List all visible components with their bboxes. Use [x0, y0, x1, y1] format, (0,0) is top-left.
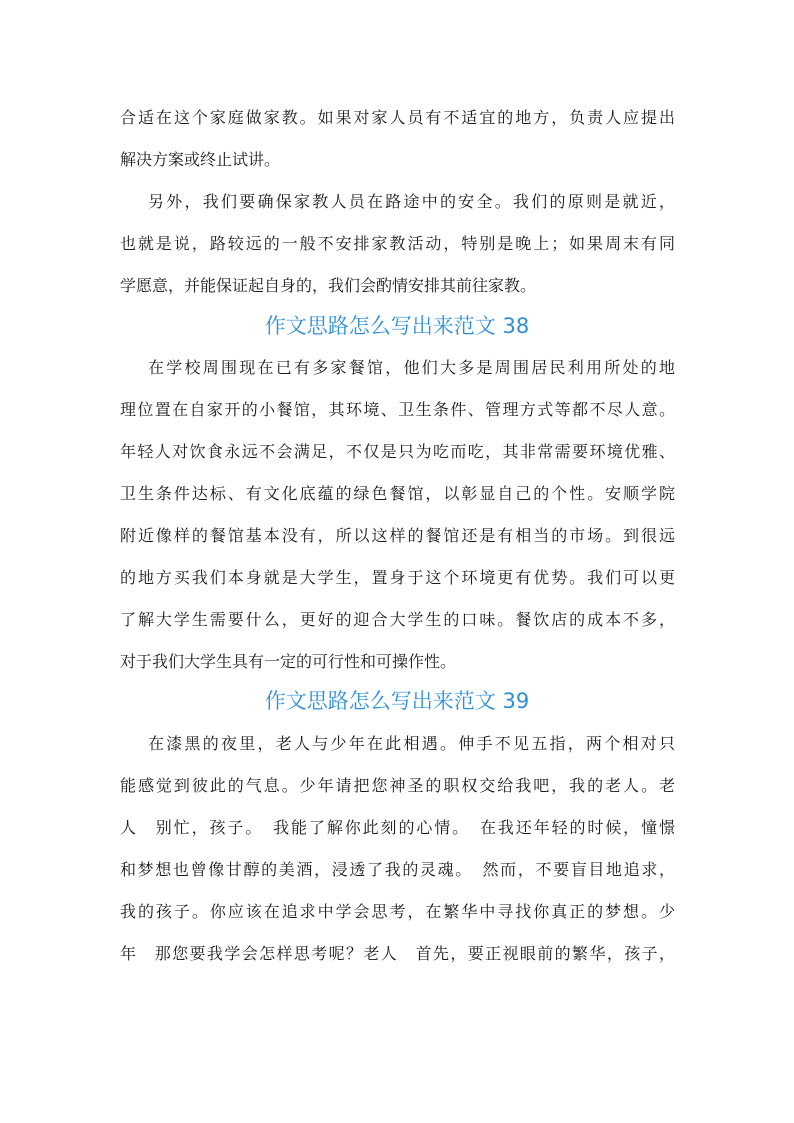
- paragraph-line: 另外，我们要确保家教人员在路途中的安全。我们的原则是就近，: [148, 192, 675, 211]
- paragraph-line: 年 那您要我学会怎样思考呢？老人 首先，要正视眼前的繁华，孩子，: [120, 944, 675, 963]
- paragraph-line: 能感觉到彼此的气息。少年请把您神圣的职权交给我吧，我的老人。老: [120, 776, 675, 795]
- paragraph-line: 卫生条件达标、有文化底蕴的绿色餐馆，以彰显自己的个性。安顺学院: [120, 484, 675, 503]
- paragraph-line: 解决方案或终止试讲。: [120, 150, 281, 169]
- paragraph-line: 对于我们大学生具有一定的可行性和可操作性。: [120, 652, 457, 671]
- paragraph-line: 的地方买我们本身就是大学生，置身于这个环境更有优势。我们可以更: [120, 568, 675, 587]
- paragraph-line: 人 别忙，孩子。 我能了解你此刻的心情。 在我还年轻的时候，憧憬: [120, 818, 675, 837]
- paragraph-line: 附近像样的餐馆基本没有，所以这样的餐馆还是有相当的市场。到很远: [120, 526, 675, 545]
- paragraph-line: 也就是说，路较远的一般不安排家教活动，特别是晚上；如果周末有同: [120, 234, 675, 253]
- paragraph-line: 理位置在自家开的小餐馆，其环境、卫生条件、管理方式等都不尽人意。: [120, 400, 675, 419]
- paragraph-line: 我的孩子。你应该在追求中学会思考，在繁华中寻找你真正的梦想。少: [120, 902, 675, 921]
- paragraph-line: 和梦想也曾像甘醇的美酒，浸透了我的灵魂。 然而，不要盲目地追求，: [120, 860, 675, 879]
- paragraph-line: 合适在这个家庭做家教。如果对家人员有不适宜的地方，负责人应提出: [120, 108, 675, 127]
- section-heading-39: 作文思路怎么写出来范文 39: [264, 689, 530, 713]
- paragraph-line: 年轻人对饮食永远不会满足，不仅是只为吃而吃，其非常需要环境优雅、: [120, 442, 675, 461]
- section-heading-38: 作文思路怎么写出来范文 38: [264, 314, 530, 338]
- paragraph-line: 在学校周围现在已有多家餐馆，他们大多是周围居民利用所处的地: [148, 358, 675, 377]
- paragraph-line: 在漆黑的夜里，老人与少年在此相遇。伸手不见五指，两个相对只: [148, 734, 675, 753]
- paragraph-line: 学愿意，并能保证起自身的，我们会酌情安排其前往家教。: [120, 276, 537, 295]
- paragraph-line: 了解大学生需要什么，更好的迎合大学生的口味。餐饮店的成本不多，: [120, 610, 675, 629]
